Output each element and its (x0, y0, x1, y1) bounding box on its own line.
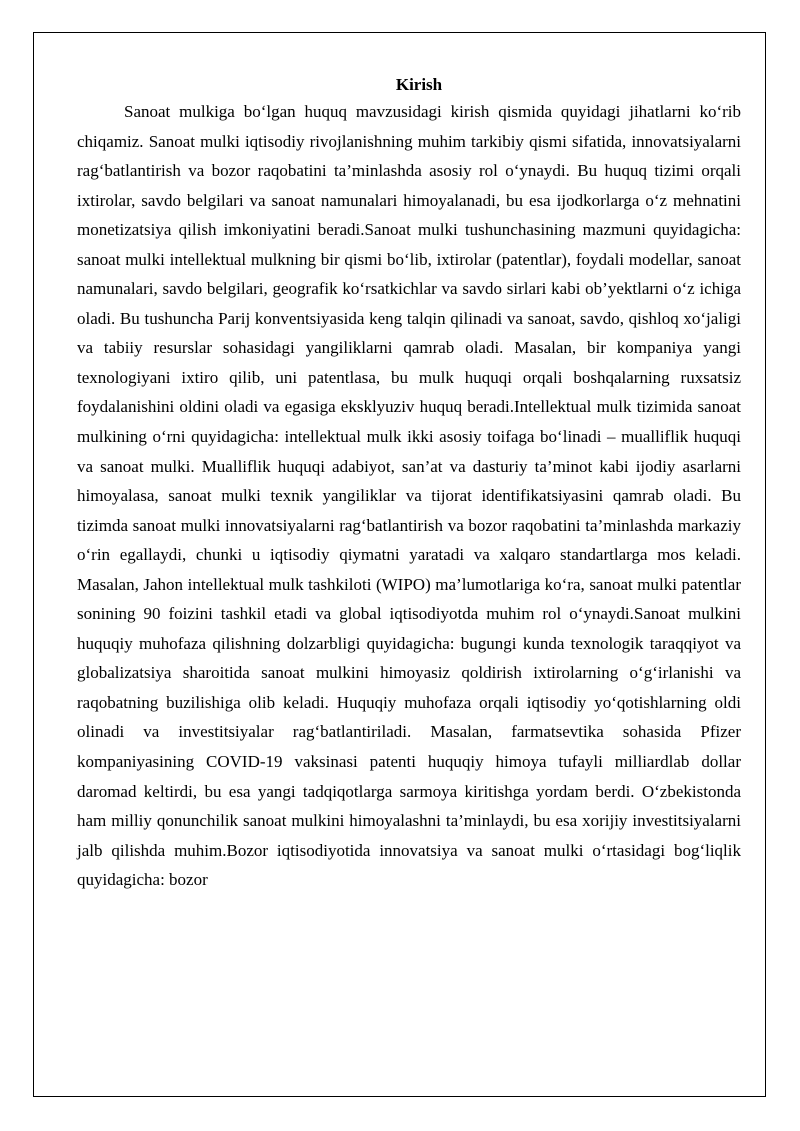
document-title: Kirish (395, 75, 443, 94)
document-body (77, 73, 741, 895)
body-paragraph: Sanoat mulkiga bo‘lgan huquq mavzusidagi kirish qismida quyidagi jihatlarni ko‘rib chiqamiz. Sanoat mulki iqtisodiy rivojlanishning muhim tarkibiy qismi sifatida, innovatsiyalarni rag‘batlantirish va bozor raqobatini ta’minlashda asosiy rol o‘ynaydi. Bu huquq tizimi orqali ixtirolar, savdo belgilari va sanoat namunalari himoyalanadi, bu esa ijodkorlarga o‘z mehnatini monetizatsiya qilish imkoniyatini beradi.Sanoat mulki tushunchasining mazmuni quyidagicha: sanoat mulki intellektual mulkning bir qismi bo‘lib, ixtirolar (patentlar), foydali modellar, sanoat namunalari, savdo belgilari, geografik ko‘rsatkichlar va savdo sirlari kabi ob’yektlarni o‘z ichiga oladi. Bu tushuncha Parij konventsiyasida keng talqin qilinadi va sanoat, savdo, qishloq xo‘jaligi va tabiiy resurslar sohasidagi yangiliklarni qamrab oladi. Masalan, bir kompaniya yangi texnologiyani ixtiro qilib, uni patentlasa, bu mulk huquqi orqali boshqalarning ruxsatsiz foydalanishini oldini oladi va egasiga eksklyuziv huquq beradi.Intellektual mulk tizimida sanoat mulkining o‘rni quyidagicha: intellektual mulk ikki asosiy toifaga bo‘linadi – mualliflik huquqi va sanoat mulki. Mualliflik huquqi adabiyot, san’at va dasturiy ta’minot kabi ijodiy asarlarni himoyalasa, sanoat mulki texnik yangiliklar va tijorat identifikatsiyasini qamrab oladi. Bu tizimda sanoat mulki innovatsiyalarni rag‘batlantirish va bozor raqobatini ta’minlashda markaziy o‘rin egallaydi, chunki u iqtisodiy qiymatni yaratadi va xalqaro standartlarga mos keladi. Masalan, Jahon intellektual mulk tashkiloti (WIPO) ma’lumotlariga ko‘ra, sanoat mulki patentlar sonining 90 foizini tashkil etadi va global iqtisodiyotda muhim rol o‘ynaydi.Sanoat mulkini huquqiy muhofaza qilishning dolzarbligi quyidagicha: bugungi kunda texnologik taraqqiyot va globalizatsiya sharoitida sanoat mulkini himoyasiz qoldirish ixtirolarning o‘g‘irlanishi va raqobatning buzilishiga olib keladi. Huquqiy muhofaza orqali iqtisodiy yo‘qotishlarning oldi olinadi va investitsiyalar rag‘batlantiriladi. Masalan, farmatsevtika sohasida Pfizer kompaniyasining COVID-19 vaksinasi patenti huquqiy himoya tufayli milliardlab dollar daromad keltirdi, bu esa yangi tadqiqotlarga sarmoya kiritishga yordam berdi. O‘zbekistonda ham milliy qonunchilik sanoat mulkini himoyalashni ta’minlaydi, bu esa xorijiy investitsiyalarni jalb qilishda muhim.Bozor iqtisodiyotida innovatsiya va sanoat mulki o‘rtasidagi bog‘liqlik quyidagicha: bozor (77, 102, 741, 890)
